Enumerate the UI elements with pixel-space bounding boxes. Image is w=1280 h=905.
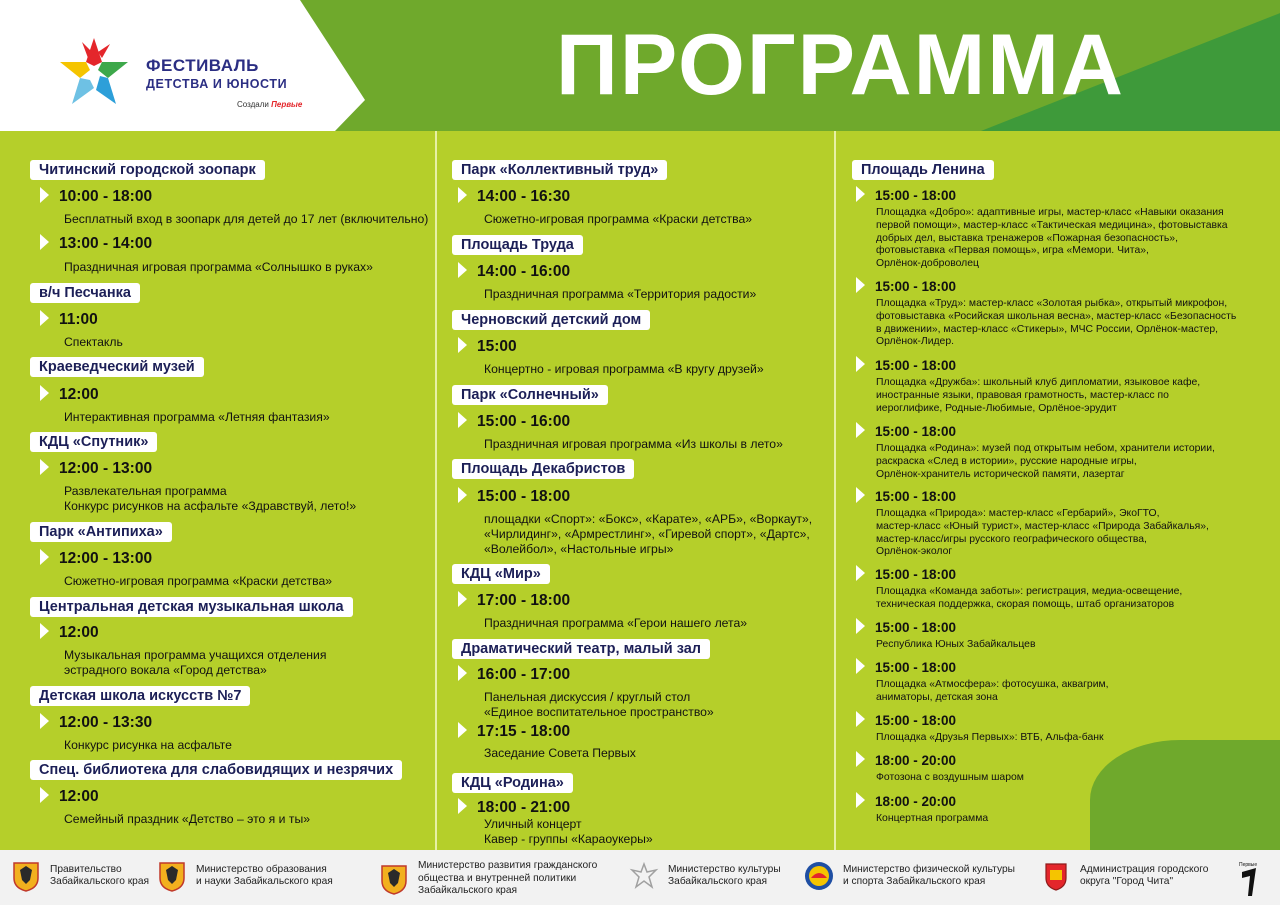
event-time-text: 15:00 - 18:00 <box>875 567 957 582</box>
event-time-text: 13:00 - 14:00 <box>59 235 153 252</box>
arrow-icon <box>856 186 865 202</box>
event-time-text: 17:00 - 18:00 <box>477 592 571 609</box>
org-name: Администрация городского округа "Город Чита" <box>1080 863 1209 887</box>
event-time-text: 15:00 - 18:00 <box>875 489 957 504</box>
event-time <box>40 234 152 253</box>
schedule-column-2 <box>452 131 832 850</box>
arrow-icon <box>856 565 865 581</box>
event-time-text: 15:00 - 18:00 <box>875 713 957 728</box>
org-name: Министерство физической культуры и спорта Забайкальского края <box>843 863 1015 887</box>
schedule-column-1 <box>30 131 430 850</box>
venue-label: Площадь Труда <box>452 235 583 255</box>
arrow-icon <box>458 187 467 203</box>
event-time <box>40 459 152 478</box>
event-time <box>458 722 570 741</box>
schedule-column-3 <box>852 131 1252 850</box>
org-item <box>803 860 1015 892</box>
event-time <box>40 623 99 642</box>
column-divider <box>834 131 836 850</box>
venue-label: Черновский детский дом <box>452 310 650 330</box>
event-time-text: 12:00 - 13:00 <box>59 550 153 567</box>
created-by-label: Создали <box>237 100 269 109</box>
venue-label: КДЦ «Родина» <box>452 773 573 793</box>
event-time-text: 18:00 - 20:00 <box>875 794 957 809</box>
arrow-icon <box>40 310 49 326</box>
logo-title: ФЕСТИВАЛЬ <box>146 56 259 75</box>
arrow-icon <box>458 262 467 278</box>
culture-emblem-icon <box>628 860 660 892</box>
event-description: Праздничная игровая программа «Солнышко в руках» <box>64 260 373 274</box>
arrow-icon <box>458 722 467 738</box>
footer <box>0 850 1280 905</box>
event-time <box>458 187 570 206</box>
org-item <box>628 860 781 892</box>
arrow-icon <box>856 487 865 503</box>
event-time <box>40 385 99 404</box>
event-time-text: 15:00 - 18:00 <box>477 488 571 505</box>
footer-brand: Первые <box>1239 862 1258 868</box>
arrow-icon <box>856 277 865 293</box>
event-time <box>856 618 956 635</box>
event-time <box>856 792 956 809</box>
org-item <box>10 860 149 892</box>
event-time <box>40 787 99 806</box>
event-description: Концертная программа <box>876 813 989 824</box>
venue-label: Спец. библиотека для слабовидящих и незрячих <box>30 760 402 780</box>
event-description: Площадка «Труд»: мастер-класс «Золотая рыбка», открытый микрофон, фотовыставка «Росийская школьная весна», мастер-класс «Безопасность в движении», мастер-класс «Стикеры», МЧС России, Орлёнок-мастер, Орлёнок-Лидер. <box>876 298 1237 348</box>
arrow-icon <box>856 711 865 727</box>
coat-of-arms-icon <box>378 863 410 895</box>
event-description: Панельная дискуссия / круглый стол «Единое воспитательное пространство» <box>484 690 714 719</box>
arrow-icon <box>458 412 467 428</box>
event-description: Праздничная программа «Герои нашего лета» <box>484 616 748 630</box>
page-title: ПРОГРАММА <box>556 17 1125 113</box>
event-time-text: 17:15 - 18:00 <box>477 723 571 740</box>
venue-label: Драматический театр, малый зал <box>452 639 710 659</box>
venue-label: Центральная детская музыкальная школа <box>30 597 353 617</box>
event-time-text: 15:00 - 18:00 <box>875 358 957 373</box>
sport-emblem-icon <box>803 860 835 892</box>
arrow-icon <box>40 234 49 250</box>
event-time <box>458 262 570 281</box>
event-description: Площадка «Родина»: музей под открытым небом, хранители истории, раскраска «След в истории», русские народные игры, Орлёнок-хранитель исторической памяти, лазертаг <box>876 443 1215 480</box>
event-description: Развлекательная программа Конкурс рисунков на асфальте «Здравствуй, лето!» <box>64 484 357 513</box>
city-emblem-icon <box>1040 860 1072 892</box>
venue-label: КДЦ «Мир» <box>452 564 550 584</box>
event-time <box>856 422 956 439</box>
event-description: Музыкальная программа учащихся отделения эстрадного вокала «Город детства» <box>64 648 327 677</box>
venue-label: в/ч Песчанка <box>30 283 140 303</box>
coat-of-arms-icon <box>156 860 188 892</box>
festival-star-logo-icon <box>52 36 136 110</box>
event-time-text: 15:00 <box>477 338 517 355</box>
event-time <box>458 591 570 610</box>
event-time-text: 11:00 <box>59 311 98 328</box>
event-time-text: 12:00 <box>59 386 99 403</box>
event-description: Площадка «Друзья Первых»: ВТБ, Альфа-банк <box>876 732 1104 743</box>
venue-label: Парк «Антипиха» <box>30 522 172 542</box>
event-description: Фотозона с воздушным шаром <box>876 772 1024 783</box>
arrow-icon <box>856 422 865 438</box>
venue-label: КДЦ «Спутник» <box>30 432 157 452</box>
event-time <box>856 658 956 675</box>
event-time-text: 16:00 - 17:00 <box>477 666 571 683</box>
pervye-logo-icon <box>1238 858 1260 898</box>
org-name: Министерство культуры Забайкальского края <box>668 863 781 887</box>
event-time <box>856 356 956 373</box>
arrow-icon <box>40 787 49 803</box>
arrow-icon <box>856 356 865 372</box>
event-time-text: 15:00 - 18:00 <box>875 660 957 675</box>
arrow-icon <box>856 792 865 808</box>
event-description: Республика Юных Забайкальцев <box>876 639 1036 650</box>
event-description: площадки «Спорт»: «Бокс», «Карате», «АРБ», «Воркаут», «Чирлидинг», «Армрестлинг», «Гиревой спорт», «Дартс», «Волейбол», «Настольные игры» <box>484 512 813 556</box>
event-time-text: 18:00 - 20:00 <box>875 753 957 768</box>
event-description: Сюжетно-игровая программа «Краски детства» <box>484 212 753 226</box>
event-time-text: 15:00 - 16:00 <box>477 413 571 430</box>
event-time-text: 12:00 - 13:00 <box>59 460 153 477</box>
event-description: Уличный концерт Кавер - группы «Караоукеры» <box>484 817 653 846</box>
event-time <box>856 277 956 294</box>
arrow-icon <box>40 187 49 203</box>
event-time-text: 12:00 - 13:30 <box>59 714 153 731</box>
venue-label: Площадь Ленина <box>852 160 994 180</box>
event-description: Площадка «Атмосфера»: фотосушка, аквагрим, аниматоры, детская зона <box>876 679 1109 703</box>
created-brand: Первые <box>271 100 303 109</box>
event-time <box>458 487 570 506</box>
event-description: Заседание Совета Первых <box>484 746 636 760</box>
event-description: Спектакль <box>64 335 123 349</box>
event-time-text: 15:00 - 18:00 <box>875 279 957 294</box>
event-time <box>856 186 956 203</box>
event-description: Бесплатный вход в зоопарк для детей до 17 лет (включительно) <box>64 212 429 226</box>
event-description: Праздничная программа «Территория радости» <box>484 287 757 301</box>
logo-subtitle: ДЕТСТВА И ЮНОСТИ <box>146 77 288 91</box>
event-time <box>458 412 570 431</box>
org-name: Министерство развития гражданского общества и внутренней политики Забайкальского края <box>418 860 598 896</box>
event-description: Интерактивная программа «Летняя фантазия» <box>64 410 330 424</box>
event-time <box>856 565 956 582</box>
event-description: Конкурс рисунка на асфальте <box>64 738 232 752</box>
arrow-icon <box>40 713 49 729</box>
org-name: Министерство образования и науки Забайкальского края <box>196 863 333 887</box>
arrow-icon <box>458 487 467 503</box>
coat-of-arms-icon <box>10 860 42 892</box>
venue-label: Детская школа искусств №7 <box>30 686 250 706</box>
event-time-text: 15:00 - 18:00 <box>875 424 957 439</box>
event-time <box>40 187 152 206</box>
venue-label: Читинский городской зоопарк <box>30 160 265 180</box>
arrow-icon <box>856 658 865 674</box>
org-name: Правительство Забайкальского края <box>50 863 149 887</box>
arrow-icon <box>40 459 49 475</box>
created-by <box>237 100 302 109</box>
arrow-icon <box>458 665 467 681</box>
event-description: Площадка «Команда заботы»: регистрация, медиа-освещение, техническая поддержка, скорая помощь, штаб организаторов <box>876 586 1183 610</box>
event-time <box>40 310 98 329</box>
event-time <box>856 711 956 728</box>
event-time <box>856 487 956 504</box>
arrow-icon <box>40 549 49 565</box>
org-item <box>1040 860 1208 892</box>
column-divider <box>435 131 437 850</box>
event-time-text: 18:00 - 21:00 <box>477 799 571 816</box>
event-time <box>458 798 570 817</box>
event-time-text: 15:00 - 18:00 <box>875 188 957 203</box>
event-description: Площадка «Дружба»: школьный клуб дипломатии, языковое кафе, иностранные языки, правовая грамотность, мастер-класс по иероглифике, Родные-Любимые, Орлёное-эрудит <box>876 377 1201 414</box>
event-time-text: 10:00 - 18:00 <box>59 188 153 205</box>
org-item <box>156 860 333 892</box>
venue-label: Площадь Декабристов <box>452 459 634 479</box>
event-description: Семейный праздник «Детство – это я и ты» <box>64 812 310 826</box>
event-time-text: 14:00 - 16:30 <box>477 188 571 205</box>
arrow-icon <box>856 751 865 767</box>
event-time-text: 14:00 - 16:00 <box>477 263 571 280</box>
event-time-text: 12:00 <box>59 788 99 805</box>
arrow-icon <box>856 618 865 634</box>
arrow-icon <box>40 385 49 401</box>
event-description: Площадка «Добро»: адаптивные игры, мастер-класс «Навыки оказания первой помощи», мастер-класс «Тактическая медицина», фотовыставка добрых дел, выставка тренажеров «Пожарная безопасность», фотовыставка «Первая помощь», игра «Мемори. Чита», Орлёнок-доброволец <box>876 207 1228 270</box>
event-description: Площадка «Природа»: мастер-класс «Гербарий», ЭкоГТО, мастер-класс «Юный турист», мастер-класс «Природа Забайкалья», мастер-класс/игры русского географического общества, Орлёнок-эколог <box>876 508 1209 558</box>
header <box>0 0 1280 131</box>
arrow-icon <box>40 623 49 639</box>
event-time-text: 15:00 - 18:00 <box>875 620 957 635</box>
event-time <box>40 549 152 568</box>
event-description: Сюжетно-игровая программа «Краски детства» <box>64 574 333 588</box>
arrow-icon <box>458 337 467 353</box>
event-time <box>458 665 570 684</box>
org-item <box>378 860 597 898</box>
venue-label: Парк «Коллективный труд» <box>452 160 667 180</box>
arrow-icon <box>458 591 467 607</box>
venue-label: Парк «Солнечный» <box>452 385 608 405</box>
arrow-icon <box>458 798 467 814</box>
venue-label: Краеведческий музей <box>30 357 204 377</box>
event-time <box>856 751 956 768</box>
event-time-text: 12:00 <box>59 624 99 641</box>
event-description: Концертно - игровая программа «В кругу друзей» <box>484 362 764 376</box>
event-description: Праздничная игровая программа «Из школы в лето» <box>484 437 783 451</box>
event-time <box>458 337 517 356</box>
event-time <box>40 713 152 732</box>
